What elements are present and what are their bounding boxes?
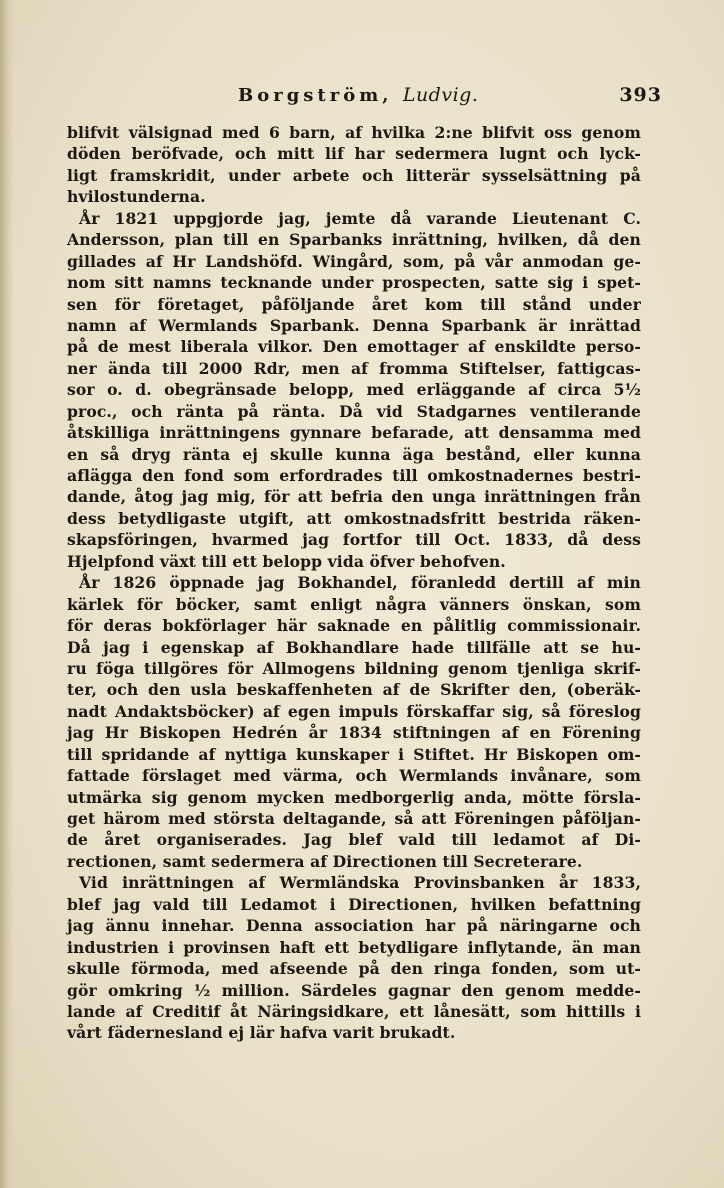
text-line: Andersson, plan till en Sparbanks inrättning, hvilken, då den [67,230,641,250]
text-line: vårt fädernesland ej lär hafva varit brukadt. [67,1023,456,1043]
text-line: gillades af Hr Landshöfd. Wingård, som, på vår anmodan ge- [67,251,641,271]
text-line: blef jag vald till Ledamot i Directionen, hvilken befattning [67,894,641,914]
text-line: fattade förslaget med värma, och Wermlands invånare, som [67,766,641,786]
text-line: sor o. d. obegränsade belopp, med erläggande af circa 5½ [67,380,641,400]
text-line: dess betydligaste utgift, att omkostnadsfritt bestrida räken- [67,508,641,528]
page-number: 393 [619,84,662,106]
text-line: på de mest liberala vilkor. Den emottager af enskildte perso- [67,337,641,357]
page-header [60,84,666,114]
text-line: nadt Andaktsböcker) af egen impuls förskaffar sig, så föreslog [67,701,641,721]
text-line: Hjelpfond växt till ett belopp vida öfver behofven. [67,551,506,571]
text-line: döden beröfvade, och mitt lif har sedermera lugnt och lyck- [67,144,641,164]
text-line: gör omkring ½ million. Särdeles gagnar den genom medde- [67,980,641,1000]
text-line: jag Hr Biskopen Hedrén år 1834 stiftningen af en Förening [67,723,641,743]
text-line: för deras bokförlager här saknade en pålitlig commissionair. [67,616,641,636]
text-line: industrien i provinsen haft ett betydligare inflytande, än man [67,937,641,957]
text-line: kärlek för böcker, samt enligt några vänners önskan, som [67,594,641,614]
text-line: proc., och ränta på ränta. Då vid Stadgarnes ventilerande [67,401,641,421]
text-line: nom sitt namns tecknande under prospecten, satte sig i spet- [67,273,641,293]
text-line: ligt framskridit, under arbete och litterär sysselsättning på [67,165,641,185]
text-line: ter, och den usla beskaffenheten af de Skrifter den, (oberäk- [67,680,641,700]
text-line: ner ända till 2000 Rdr, men af fromma Stiftelser, fattigcas- [67,358,641,378]
text-line: skulle förmoda, med afseende på den ringa fonden, som ut- [67,959,641,979]
text-line: sen för företaget, påföljande året kom till stånd under [67,294,641,314]
text-line: till spridande af nyttiga kunskaper i Stiftet. Hr Biskopen om- [67,744,641,764]
text-line: åtskilliga inrättningens gynnare befarade, att densamma med [67,423,641,443]
text-line: blifvit välsignad med 6 barn, af hvilka 2:ne blifvit oss genom [67,123,641,142]
text-line: lande af Creditif åt Näringsidkare, ett lånesätt, som hittills i [67,1001,641,1021]
text-line: skapsföringen, hvarmed jag fortfor till Oct. 1833, då dess [67,530,641,550]
page-spine-shadow [0,0,14,1188]
header-surname: Borgström, [238,85,393,106]
text-line: dande, åtog jag mig, för att befria den unga inrättningen från [67,487,641,507]
text-line: en så dryg ränta ej skulle kunna äga bestånd, eller kunna [67,444,641,464]
text-line: hvilostunderna. [67,187,206,207]
text-line: rectionen, samt sedermera af Directionen till Secreterare. [67,851,583,871]
text-line: utmärka sig genom mycken medborgerlig anda, mötte försla- [67,787,641,807]
body-text [67,122,641,1044]
text-line: Vid inrättningen af Wermländska Provinsbanken år 1833, [79,873,641,893]
header-given-name: Ludvig. [402,84,479,106]
running-head [238,84,478,106]
text-line: År 1821 uppgjorde jag, jemte då varande Lieutenant C. [79,208,641,228]
text-line: År 1826 öppnade jag Bokhandel, föranledd dertill af min [79,573,641,593]
text-line: de året organiserades. Jag blef vald till ledamot af Di- [67,830,641,850]
text-line: ru föga tillgöres för Allmogens bildning genom tjenliga skrif- [67,658,641,678]
text-line: namn af Wermlands Sparbank. Denna Sparbank är inrättad [67,315,641,335]
text-line: aflägga den fond som erfordrades till omkostnadernes bestri- [67,466,641,485]
text-line: jag ännu innehar. Denna association har på näringarne och [67,916,641,936]
text-line: Då jag i egenskap af Bokhandlare hade tillfälle att se hu- [67,637,641,657]
text-line: get härom med största deltagande, så att Föreningen påföljan- [67,809,641,828]
